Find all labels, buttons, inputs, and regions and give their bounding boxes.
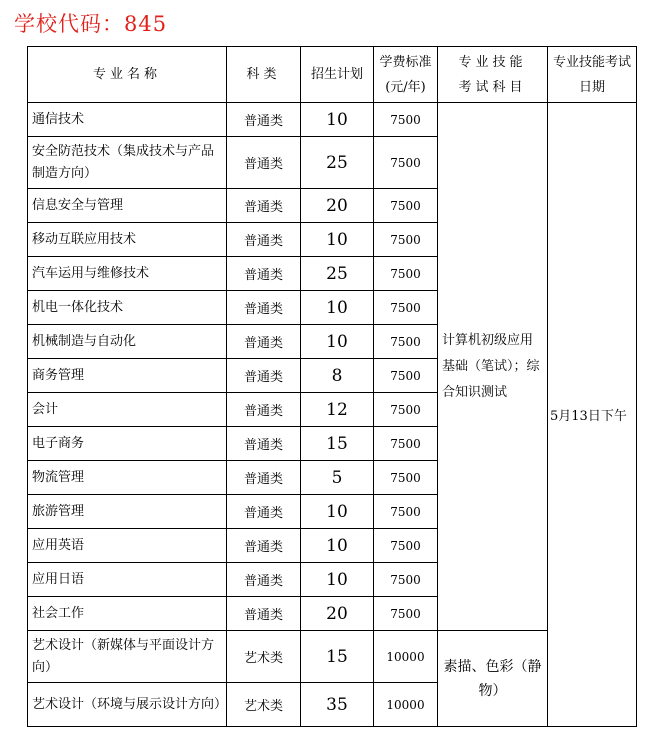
table-row <box>28 631 637 683</box>
major-name: 移动互联应用技术 <box>28 223 227 257</box>
header-subject-line2: 考试科目 <box>458 79 527 95</box>
major-name: 应用日语 <box>28 563 227 597</box>
major-category: 普通类 <box>227 189 301 223</box>
major-fee: 7500 <box>374 495 438 529</box>
major-category: 艺术类 <box>227 631 301 683</box>
major-fee: 7500 <box>374 137 438 189</box>
header-date-line2: 日期 <box>578 79 605 95</box>
major-name: 艺术设计（环境与展示设计方向） <box>28 683 227 727</box>
major-category: 普通类 <box>227 137 301 189</box>
major-category: 普通类 <box>227 495 301 529</box>
major-fee: 10000 <box>374 683 438 727</box>
school-code-title: 学校代码：845 <box>14 12 168 36</box>
major-plan: 10 <box>301 325 374 359</box>
exam-subject-art: 素描、色彩（静物） <box>438 631 548 727</box>
major-category: 普通类 <box>227 257 301 291</box>
header-date-line1: 专业技能考试 <box>552 54 631 70</box>
major-name: 汽车运用与维修技术 <box>28 257 227 291</box>
major-name: 机电一体化技术 <box>28 291 227 325</box>
major-fee: 7500 <box>374 325 438 359</box>
header-subject-line1: 专业技能 <box>458 54 527 70</box>
table-row <box>28 103 637 137</box>
major-name: 电子商务 <box>28 427 227 461</box>
header-plan: 招生计划 <box>301 47 374 103</box>
admission-plan-table <box>27 46 637 727</box>
major-name: 艺术设计（新媒体与平面设计方向） <box>28 631 227 683</box>
major-name: 会计 <box>28 393 227 427</box>
major-name: 应用英语 <box>28 529 227 563</box>
major-category: 普通类 <box>227 291 301 325</box>
major-fee: 7500 <box>374 393 438 427</box>
major-plan: 12 <box>301 393 374 427</box>
major-plan: 10 <box>301 291 374 325</box>
major-name: 社会工作 <box>28 597 227 631</box>
major-fee: 7500 <box>374 189 438 223</box>
major-plan: 8 <box>301 359 374 393</box>
header-exam-subject <box>438 47 548 103</box>
major-name: 物流管理 <box>28 461 227 495</box>
major-fee: 7500 <box>374 461 438 495</box>
major-name: 信息安全与管理 <box>28 189 227 223</box>
major-name: 安全防范技术（集成技术与产品制造方向） <box>28 137 227 189</box>
major-category: 普通类 <box>227 359 301 393</box>
major-category: 普通类 <box>227 223 301 257</box>
major-fee: 10000 <box>374 631 438 683</box>
exam-date: 5月13日下午 <box>548 103 637 727</box>
table-header-row <box>28 47 637 103</box>
major-plan: 5 <box>301 461 374 495</box>
exam-subject-general: 计算机初级应用基础（笔试）；综合知识测试 <box>438 103 548 631</box>
major-fee: 7500 <box>374 597 438 631</box>
major-plan: 10 <box>301 223 374 257</box>
major-category: 艺术类 <box>227 683 301 727</box>
major-category: 普通类 <box>227 103 301 137</box>
major-plan: 10 <box>301 529 374 563</box>
header-fee-line1: 学费标准 <box>379 54 432 70</box>
major-category: 普通类 <box>227 393 301 427</box>
major-name: 旅游管理 <box>28 495 227 529</box>
major-category: 普通类 <box>227 461 301 495</box>
major-name: 机械制造与自动化 <box>28 325 227 359</box>
major-fee: 7500 <box>374 529 438 563</box>
major-category: 普通类 <box>227 427 301 461</box>
major-plan: 10 <box>301 495 374 529</box>
header-major: 专业名称 <box>28 47 227 103</box>
major-plan: 10 <box>301 103 374 137</box>
major-fee: 7500 <box>374 359 438 393</box>
major-fee: 7500 <box>374 563 438 597</box>
major-name: 通信技术 <box>28 103 227 137</box>
major-plan: 25 <box>301 257 374 291</box>
header-fee <box>374 47 438 103</box>
major-category: 普通类 <box>227 325 301 359</box>
major-plan: 20 <box>301 189 374 223</box>
major-fee: 7500 <box>374 291 438 325</box>
major-name: 商务管理 <box>28 359 227 393</box>
major-plan: 35 <box>301 683 374 727</box>
major-category: 普通类 <box>227 563 301 597</box>
header-exam-date <box>548 47 637 103</box>
major-plan: 25 <box>301 137 374 189</box>
major-plan: 10 <box>301 563 374 597</box>
major-fee: 7500 <box>374 223 438 257</box>
major-plan: 15 <box>301 631 374 683</box>
header-category: 科类 <box>227 47 301 103</box>
major-category: 普通类 <box>227 597 301 631</box>
major-fee: 7500 <box>374 257 438 291</box>
major-plan: 20 <box>301 597 374 631</box>
major-fee: 7500 <box>374 427 438 461</box>
major-plan: 15 <box>301 427 374 461</box>
header-fee-line2: (元/年) <box>385 79 426 95</box>
major-category: 普通类 <box>227 529 301 563</box>
major-fee: 7500 <box>374 103 438 137</box>
